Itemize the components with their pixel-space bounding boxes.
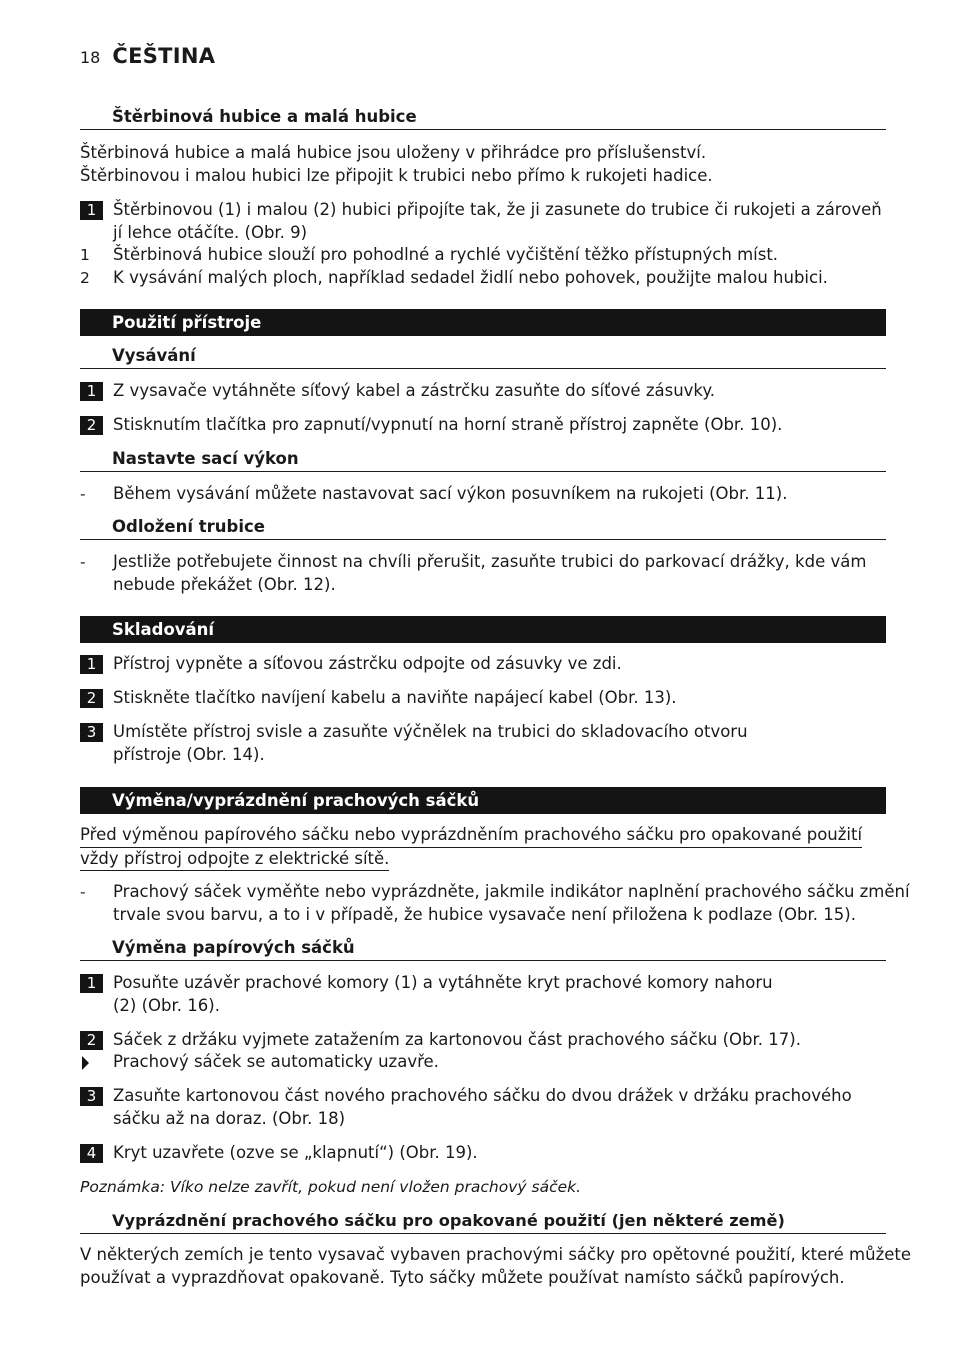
subsection-title-suction-power: Nastavte sací výkon	[80, 448, 886, 472]
step-number-badge: 1	[80, 974, 103, 993]
subsection-title-reusable-bag: Vyprázdnění prachového sáčku pro opakované použití (jen některé země)	[80, 1210, 886, 1234]
unplug-warning: Před výměnou papírového sáčku nebo vyprázdněním prachového sáčku pro opakované použití vždy přístroj odpojte z elektrické sítě.	[80, 824, 862, 871]
step-number-badge: 4	[80, 1144, 103, 1163]
section-title-usage: Použití přístroje	[80, 309, 886, 336]
page-header	[80, 44, 215, 68]
step-number-badge: 2	[80, 1031, 103, 1050]
step-number-badge: 1	[80, 655, 103, 674]
step-number-badge: 3	[80, 723, 103, 742]
subsection-title-tube-parking: Odložení trubice	[80, 516, 886, 540]
reusable-bag-text: V některých zemích je tento vysavač vybaven prachovými sáčky pro opětovné použití, které můžete používat a vyprazdňovat opakovaně. Tyto sáčky můžete používat namísto sáčků papírových.	[80, 1245, 912, 1287]
step-number-badge: 2	[80, 689, 103, 708]
subsection-title-paper-bags: Výměna papírových sáčků	[80, 937, 886, 961]
section-title-storage: Skladování	[80, 616, 886, 643]
section-title-bag-replacement: Výměna/vyprázdnění prachových sáčků	[80, 787, 886, 814]
nozzles-intro: Štěrbinová hubice a malá hubice jsou uloženy v přihrádce pro příslušenství. Štěrbinovou i malou hubici lze připojit k trubici nebo přímo k rukojeti hadice.	[80, 143, 713, 185]
step-number-badge: 2	[80, 416, 103, 435]
step-number-badge: 1	[80, 382, 103, 401]
lid-note: Poznámka: Víko nelze zavřít, pokud není vložen prachový sáček.	[80, 1178, 582, 1196]
step-number-badge: 1	[80, 201, 103, 220]
result-arrow-icon	[82, 1056, 89, 1070]
step-number-badge: 3	[80, 1087, 103, 1106]
subsection-title-vacuuming: Vysávání	[80, 345, 886, 369]
section-title-nozzles: Štěrbinová hubice a malá hubice	[80, 106, 886, 130]
page-number: 18	[80, 48, 101, 67]
page-language: ČEŠTINA	[112, 44, 216, 68]
